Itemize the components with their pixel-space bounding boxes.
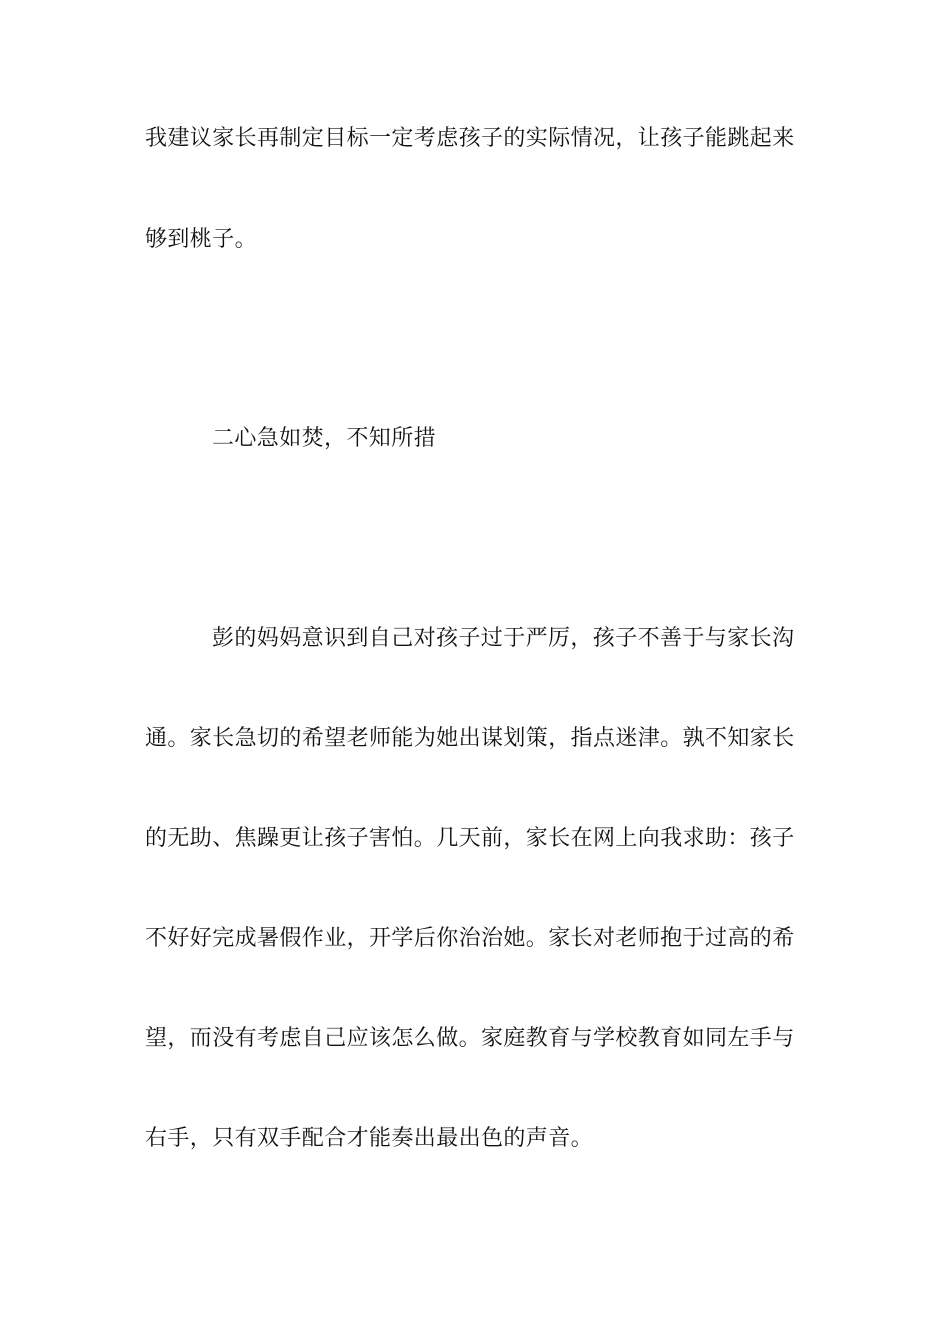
paragraph-line-6: 不好好完成暑假作业，开学后你治治她。家长对老师抱于过高的希 [145, 926, 795, 951]
paragraph-line-4: 通。家长急切的希望老师能为她出谋划策，指点迷津。孰不知家长 [145, 726, 795, 751]
paragraph-line-1: 我建议家长再制定目标一定考虑孩子的实际情况，让孩子能跳起来 [145, 126, 795, 151]
paragraph-line-8: 右手，只有双手配合才能奏出最出色的声音。 [145, 1126, 594, 1151]
paragraph-line-5: 的无助、焦躁更让孩子害怕。几天前，家长在网上向我求助：孩子 [145, 826, 795, 851]
section-heading: 二心急如焚，不知所措 [212, 426, 437, 451]
paragraph-line-3: 彭的妈妈意识到自己对孩子过于严厉，孩子不善于与家长沟 [212, 626, 795, 651]
paragraph-line-7: 望，而没有考虑自己应该怎么做。家庭教育与学校教育如同左手与 [145, 1026, 795, 1051]
paragraph-line-2: 够到桃子。 [145, 227, 258, 252]
